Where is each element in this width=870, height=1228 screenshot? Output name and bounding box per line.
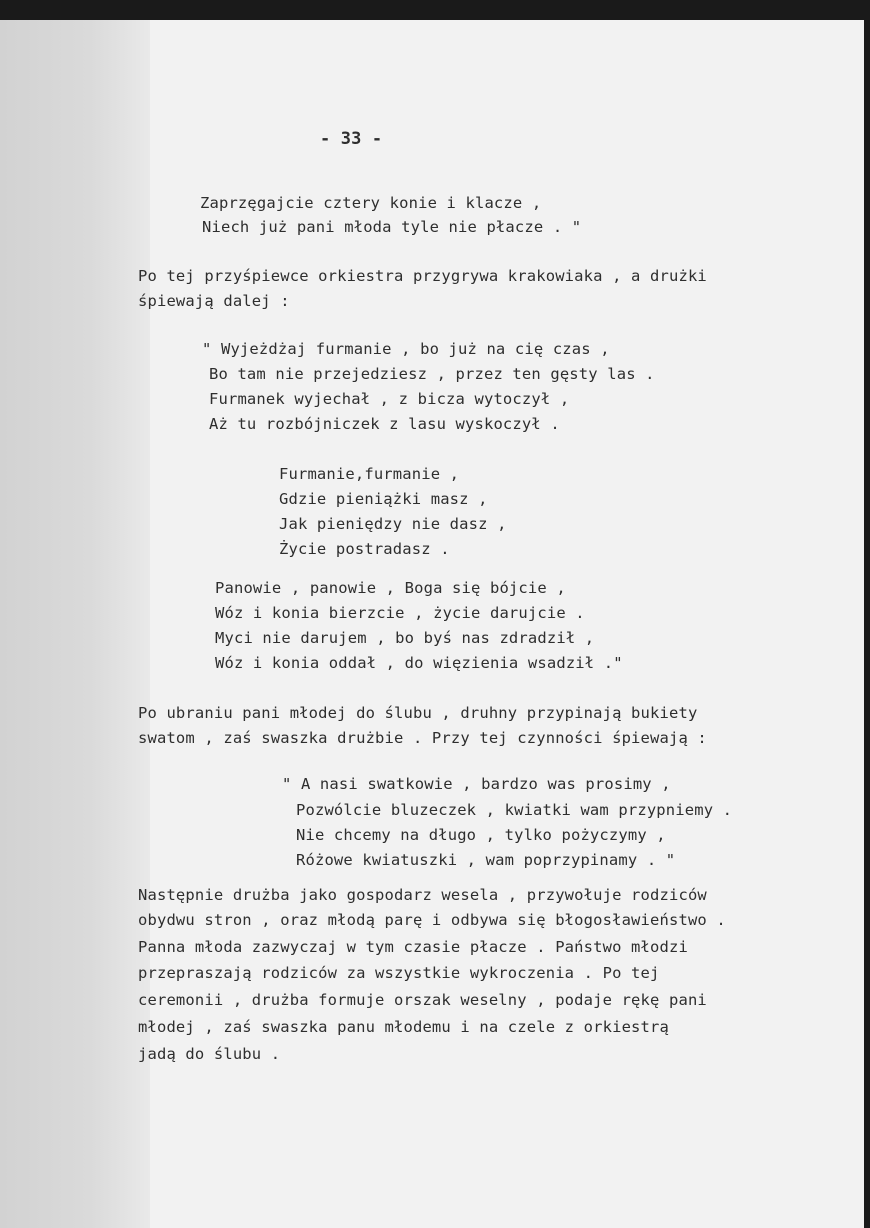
text-line: obydwu stron , oraz młodą parę i odbywa się błogosławieństwo .: [138, 911, 726, 929]
text-line: Po ubraniu pani młodej do ślubu , druhny przypinają bukiety: [138, 704, 698, 722]
text-line: Następnie drużba jako gospodarz wesela , przywołuje rodziców: [138, 886, 707, 904]
text-line: młodej , zaś swaszka panu młodemu i na czele z orkiestrą: [138, 1018, 669, 1036]
text-line: Różowe kwiatuszki , wam poprzypinamy . ": [296, 851, 676, 869]
text-line: Panowie , panowie , Boga się bójcie ,: [215, 579, 566, 597]
text-line: śpiewają dalej :: [138, 292, 290, 310]
page-number: - 33 -: [320, 129, 383, 149]
text-line: Furmanie,furmanie ,: [279, 465, 460, 483]
text-line: " A nasi swatkowie , bardzo was prosimy ,: [282, 775, 671, 793]
text-line: Aż tu rozbójniczek z lasu wyskoczył .: [209, 415, 560, 433]
text-line: swatom , zaś swaszka drużbie . Przy tej czynności śpiewają :: [138, 729, 707, 747]
text-line: Pozwólcie bluzeczek , kwiatki wam przypniemy .: [296, 801, 733, 819]
text-line: Nie chcemy na długo , tylko pożyczymy ,: [296, 826, 666, 844]
text-line: Myci nie darujem , bo byś nas zdradził ,: [215, 629, 595, 647]
text-line: ceremonii , drużba formuje orszak weselny , podaje rękę pani: [138, 991, 707, 1009]
text-line: Niech już pani młoda tyle nie płacze . ": [202, 218, 582, 236]
text-line: Furmanek wyjechał , z bicza wytoczył ,: [209, 390, 570, 408]
text-line: " Wyjeżdżaj furmanie , bo już na cię czas ,: [202, 340, 610, 358]
text-line: Zaprzęgajcie cztery konie i klacze ,: [200, 194, 542, 212]
text-line: Gdzie pieniążki masz ,: [279, 490, 488, 508]
text-line: jadą do ślubu .: [138, 1045, 281, 1063]
text-line: Jak pieniędzy nie dasz ,: [279, 515, 507, 533]
text-line: Panna młoda zazwyczaj w tym czasie płacze . Państwo młodzi: [138, 938, 688, 956]
text-line: Bo tam nie przejedziesz , przez ten gęsty las .: [209, 365, 655, 383]
text-line: Po tej przyśpiewce orkiestra przygrywa krakowiaka , a drużki: [138, 267, 707, 285]
text-line: przepraszają rodziców za wszystkie wykroczenia . Po tej: [138, 964, 660, 982]
text-line: Życie postradasz .: [279, 540, 450, 558]
text-line: Wóz i konia oddał , do więzienia wsadził .": [215, 654, 623, 672]
text-line: Wóz i konia bierzcie , życie darujcie .: [215, 604, 585, 622]
